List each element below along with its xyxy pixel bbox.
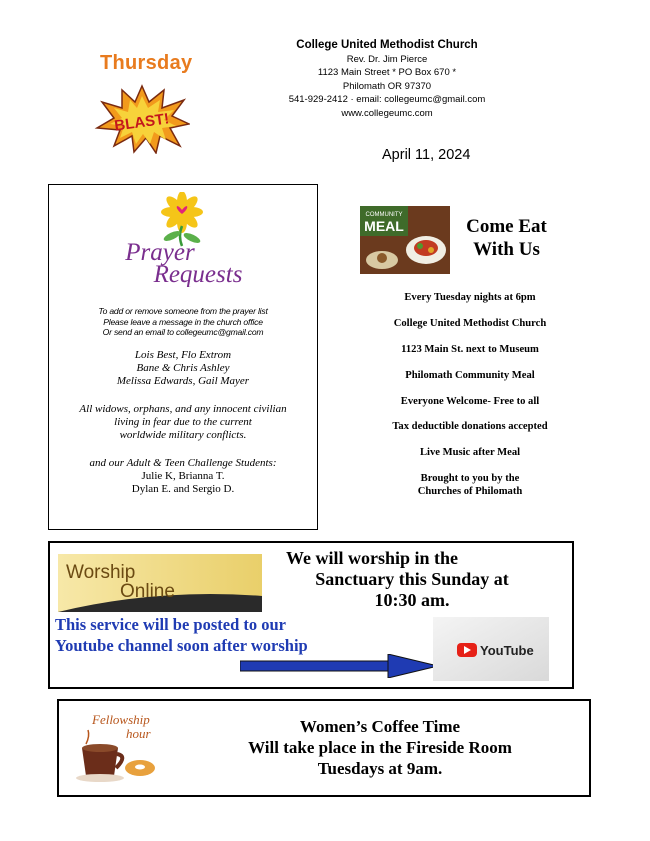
meal-line: College United Methodist Church bbox=[393, 318, 547, 329]
instruction-line: To add or remove someone from the prayer list bbox=[98, 306, 268, 316]
meal-line: Every Tuesday nights at 6pm bbox=[404, 292, 536, 303]
prayer-instructions bbox=[56, 306, 310, 338]
meal-line: 1123 Main St. next to Museum bbox=[401, 344, 539, 355]
church-name: College United Methodist Church bbox=[296, 39, 478, 51]
meal-img-line2: MEAL bbox=[364, 218, 404, 234]
worship-title-line: 10:30 am. bbox=[374, 590, 450, 610]
meal-line: Live Music after Meal bbox=[419, 447, 521, 458]
youtube-label: YouTube bbox=[480, 643, 534, 658]
prayer-widows bbox=[56, 403, 310, 442]
coffee-cup-icon bbox=[68, 706, 178, 786]
meal-line: Brought to you by the bbox=[420, 473, 520, 484]
worship-title-line: We will worship in the bbox=[286, 548, 459, 568]
come-eat-title bbox=[455, 215, 558, 261]
prayer-flower-icon bbox=[120, 192, 245, 287]
widows-line: living in fear due to the current bbox=[114, 416, 252, 428]
coffee-time-location: Will take place in the Fireside Room bbox=[248, 738, 512, 757]
church-info bbox=[262, 38, 512, 120]
fellowship-img-line1: Fellowship bbox=[92, 712, 150, 727]
youtube-note-line2: Youtube channel soon after worship bbox=[55, 636, 308, 655]
thursday-title: Thursday bbox=[100, 52, 193, 74]
widows-line: All widows, orphans, and any innocent civilian bbox=[79, 403, 287, 415]
prayer-logo-line1: Prayer bbox=[125, 239, 195, 266]
coffee-time-announcement bbox=[190, 716, 570, 779]
student-names: Dylan E. and Sergio D. bbox=[131, 483, 235, 495]
pastor-name: Rev. Dr. Jim Pierce bbox=[346, 54, 428, 65]
prayer-name: Melissa Edwards, Gail Mayer bbox=[116, 375, 250, 387]
bulletin-date: April 11, 2024 bbox=[382, 147, 471, 163]
widows-line: worldwide military conflicts. bbox=[119, 429, 247, 441]
prayer-names bbox=[56, 349, 310, 388]
worship-announcement bbox=[262, 548, 562, 611]
address-line2: Philomath OR 97370 bbox=[342, 80, 432, 92]
meal-line: Everyone Welcome- Free to all bbox=[400, 396, 540, 407]
meal-line: Philomath Community Meal bbox=[405, 370, 535, 381]
website-line[interactable]: www.collegeumc.com bbox=[341, 107, 433, 119]
blast-label: BLAST! bbox=[113, 110, 171, 135]
come-eat-line2: With Us bbox=[473, 239, 540, 260]
prayer-name: Bane & Chris Ashley bbox=[136, 362, 230, 374]
worship-title-line: Sanctuary this Sunday at bbox=[315, 569, 509, 589]
meal-line: Tax deductible donations accepted bbox=[392, 421, 548, 432]
youtube-logo[interactable] bbox=[433, 617, 549, 681]
adult-teen-heading: and our Adult & Teen Challenge Students: bbox=[89, 457, 277, 469]
arrow-right-icon bbox=[240, 654, 440, 678]
instruction-line: Or send an email to collegeumc@gmail.com bbox=[102, 327, 264, 337]
youtube-note bbox=[55, 614, 308, 656]
worship-online-image bbox=[58, 554, 262, 612]
student-names: Julie K, Brianna T. bbox=[141, 470, 225, 482]
meal-img-line1: COMMUNITY bbox=[365, 212, 403, 218]
worship-img-line2: Online bbox=[120, 581, 175, 602]
instruction-line: Please leave a message in the church office bbox=[103, 316, 263, 327]
contact-line: 541-929-2412 · email: collegeumc@gmail.com bbox=[288, 94, 486, 106]
youtube-note-line1: This service will be posted to our bbox=[55, 615, 286, 634]
coffee-time-title: Women’s Coffee Time bbox=[299, 717, 461, 736]
fellowship-img-line2: hour bbox=[126, 726, 151, 741]
coffee-time-schedule: Tuesdays at 9am. bbox=[317, 759, 443, 778]
prayer-students bbox=[56, 457, 310, 496]
blast-starburst-icon bbox=[94, 84, 190, 154]
prayer-logo-line2: Requests bbox=[153, 261, 243, 287]
come-eat-line1: Come Eat bbox=[466, 216, 547, 237]
meal-line: Churches of Philomath bbox=[417, 486, 523, 497]
community-meal-image bbox=[360, 206, 450, 274]
worship-img-line1: Worship bbox=[66, 562, 136, 583]
address-line1: 1123 Main Street * PO Box 670 * bbox=[317, 67, 457, 79]
prayer-name: Lois Best, Flo Extrom bbox=[134, 349, 232, 361]
